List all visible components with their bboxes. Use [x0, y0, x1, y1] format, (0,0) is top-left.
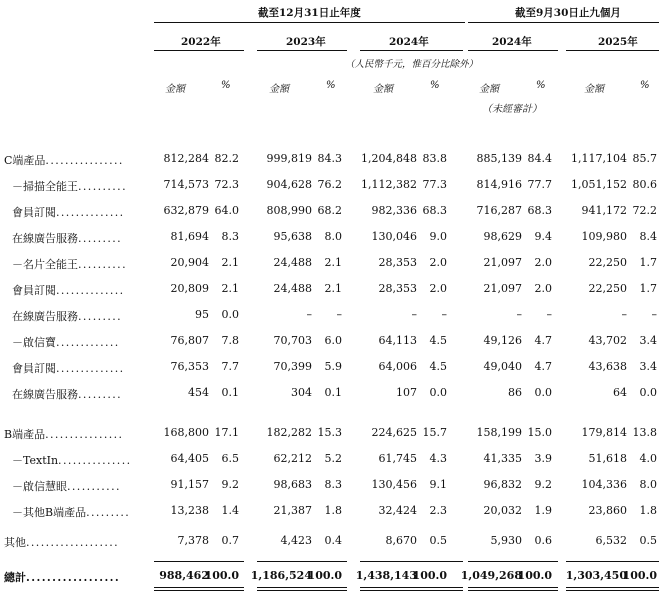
percent-cell: – [441, 308, 447, 321]
percent-cell: 8.0 [324, 230, 342, 243]
total-rule-top-2024 [360, 561, 463, 562]
amount-cell: 91,157 [170, 478, 209, 491]
percent-cell: 64.0 [214, 204, 239, 217]
percent-cell: 1.8 [639, 504, 657, 517]
row-label [12, 282, 125, 298]
col-pct-2024-nine: % [536, 80, 546, 91]
percent-cell: 100.0 [307, 569, 342, 582]
amount-cell: 28,353 [378, 256, 417, 269]
amount-cell: 904,628 [266, 178, 312, 191]
amount-cell: 70,703 [273, 334, 312, 347]
amount-cell: 32,424 [378, 504, 417, 517]
percent-cell: 84.4 [527, 152, 552, 165]
percent-cell: – [651, 308, 657, 321]
percent-cell: 1.8 [324, 504, 342, 517]
percent-cell: 4.5 [429, 360, 447, 373]
percent-cell: 0.0 [639, 386, 657, 399]
percent-cell: 15.7 [422, 426, 447, 439]
total-rule-bottom-a-2024 [360, 587, 463, 588]
amount-cell: 21,097 [483, 282, 522, 295]
row-leader-dots: ............... [58, 454, 132, 467]
year-2022: 2022年 [181, 36, 221, 48]
amount-cell: 21,097 [483, 256, 522, 269]
row-leader-dots: .............. [56, 284, 125, 297]
total-rule-bottom-a-2022 [154, 587, 244, 588]
percent-cell: 100.0 [204, 569, 239, 582]
unaudited-note: （未經審計） [482, 104, 542, 115]
percent-cell: 72.3 [214, 178, 239, 191]
amount-cell: 13,238 [170, 504, 209, 517]
amount-cell: 130,046 [371, 230, 417, 243]
amount-cell: 24,488 [273, 282, 312, 295]
percent-cell: 0.0 [221, 308, 239, 321]
unit-note: （人民幣千元，惟百分比除外） [345, 59, 479, 70]
amount-cell: 70,399 [273, 360, 312, 373]
percent-cell: 2.3 [429, 504, 447, 517]
row-label [4, 534, 119, 550]
percent-cell: 72.2 [632, 204, 657, 217]
percent-cell: 1.7 [639, 282, 657, 295]
amount-cell: 1,204,848 [361, 152, 417, 165]
amount-cell: 941,172 [581, 204, 627, 217]
total-rule-bottom-b-2024 [360, 590, 463, 591]
percent-cell: 2.1 [221, 256, 239, 269]
amount-cell: 454 [188, 386, 209, 399]
percent-cell: 2.1 [324, 256, 342, 269]
amount-cell: 43,638 [588, 360, 627, 373]
percent-cell: 2.0 [534, 282, 552, 295]
amount-cell: 714,573 [163, 178, 209, 191]
amount-cell: 22,250 [588, 282, 627, 295]
percent-cell: 4.3 [429, 452, 447, 465]
amount-cell: – [621, 308, 627, 321]
percent-cell: 0.7 [221, 534, 239, 547]
row-label [4, 152, 124, 168]
row-label [12, 386, 122, 402]
total-rule-top-2023 [257, 561, 347, 562]
row-label [12, 334, 120, 350]
percent-cell: 3.4 [639, 360, 657, 373]
row-label [4, 569, 120, 585]
row-label-text: 其他 [4, 536, 26, 549]
amount-cell: 21,387 [273, 504, 312, 517]
amount-cell: 86 [508, 386, 522, 399]
total-rule-top-2024-nine [468, 561, 558, 562]
amount-cell: 20,809 [170, 282, 209, 295]
percent-cell: 0.0 [429, 386, 447, 399]
percent-cell: – [546, 308, 552, 321]
row-label-text: 會員訂閱 [12, 284, 56, 297]
amount-cell: 64,006 [378, 360, 417, 373]
percent-cell: 0.1 [324, 386, 342, 399]
amount-cell: 76,807 [170, 334, 209, 347]
amount-cell: 20,904 [170, 256, 209, 269]
percent-cell: 2.1 [221, 282, 239, 295]
row-label [12, 178, 127, 194]
percent-cell: 4.7 [534, 334, 552, 347]
row-label-text: －啟信慧眼 [12, 480, 67, 493]
amount-cell: 96,832 [483, 478, 522, 491]
percent-cell: 83.8 [422, 152, 447, 165]
row-label [12, 230, 122, 246]
percent-cell: 4.7 [534, 360, 552, 373]
percent-cell: 0.0 [534, 386, 552, 399]
row-leader-dots: ................... [26, 536, 120, 549]
percent-cell: 84.3 [317, 152, 342, 165]
row-leader-dots: ......... [78, 310, 123, 323]
percent-cell: 9.0 [429, 230, 447, 243]
percent-cell: 68.3 [422, 204, 447, 217]
percent-cell: 9.1 [429, 478, 447, 491]
header-group-year: 截至12月31日止年度 [258, 7, 361, 19]
amount-cell: 104,336 [581, 478, 627, 491]
row-label [12, 478, 121, 494]
percent-cell: 68.3 [527, 204, 552, 217]
year-rule-2024-nine [468, 50, 558, 51]
percent-cell: 6.0 [324, 334, 342, 347]
row-label-text: C端產品 [4, 154, 46, 167]
year-rule-2025-nine [566, 50, 659, 51]
row-label-text: B端產品 [4, 428, 46, 441]
amount-cell: 41,335 [483, 452, 522, 465]
row-leader-dots: ................ [45, 428, 124, 441]
total-rule-bottom-a-2023 [257, 587, 347, 588]
amount-cell: 49,040 [483, 360, 522, 373]
amount-cell: 158,199 [476, 426, 522, 439]
header-group-nine-months: 截至9月30日止九個月 [515, 7, 621, 19]
year-rule-2022 [154, 50, 244, 51]
row-leader-dots: ............. [56, 336, 120, 349]
row-label [4, 426, 123, 442]
amount-cell: 716,287 [476, 204, 522, 217]
group-rule-year [154, 22, 465, 23]
amount-cell: 51,618 [588, 452, 627, 465]
year-2025-nine: 2025年 [598, 36, 638, 48]
percent-cell: 100.0 [412, 569, 447, 582]
percent-cell: – [336, 308, 342, 321]
amount-cell: 43,702 [588, 334, 627, 347]
percent-cell: 80.6 [632, 178, 657, 191]
amount-cell: 999,819 [266, 152, 312, 165]
percent-cell: 3.9 [534, 452, 552, 465]
row-label-text: 在線廣告服務 [12, 388, 78, 401]
amount-cell: 76,353 [170, 360, 209, 373]
row-label-text: －TextIn [12, 454, 59, 467]
amount-cell: 988,462 [159, 569, 209, 582]
row-leader-dots: .......... [78, 258, 127, 271]
percent-cell: 82.2 [214, 152, 239, 165]
percent-cell: 68.2 [317, 204, 342, 217]
percent-cell: 0.1 [221, 386, 239, 399]
year-2023: 2023年 [286, 36, 326, 48]
row-leader-dots: ......... [78, 388, 123, 401]
amount-cell: 8,670 [385, 534, 417, 547]
percent-cell: 1.7 [639, 256, 657, 269]
percent-cell: 2.0 [429, 256, 447, 269]
year-rule-2024 [360, 50, 463, 51]
percent-cell: 2.1 [324, 282, 342, 295]
amount-cell: 95 [195, 308, 209, 321]
percent-cell: 8.3 [221, 230, 239, 243]
amount-cell: – [516, 308, 522, 321]
amount-cell: 62,212 [273, 452, 312, 465]
total-rule-bottom-a-2024-nine [468, 587, 558, 588]
group-rule-nine [468, 22, 659, 23]
col-pct-2023: % [326, 80, 336, 91]
amount-cell: 224,625 [371, 426, 417, 439]
amount-cell: 1,117,104 [571, 152, 627, 165]
total-rule-bottom-b-2025-nine [566, 590, 659, 591]
percent-cell: 2.0 [534, 256, 552, 269]
amount-cell: – [411, 308, 417, 321]
percent-cell: 13.8 [632, 426, 657, 439]
percent-cell: 5.9 [324, 360, 342, 373]
amount-cell: 304 [291, 386, 312, 399]
col-pct-2024: % [430, 80, 440, 91]
percent-cell: 9.2 [534, 478, 552, 491]
percent-cell: 6.5 [221, 452, 239, 465]
amount-cell: 812,284 [163, 152, 209, 165]
percent-cell: 15.3 [317, 426, 342, 439]
amount-cell: 179,814 [581, 426, 627, 439]
amount-cell: 1,438,143 [355, 569, 417, 582]
row-leader-dots: .................. [26, 571, 121, 584]
amount-cell: 1,303,450 [565, 569, 627, 582]
col-amount-2022: 金額 [165, 84, 185, 95]
total-rule-top-2025-nine [566, 561, 659, 562]
row-leader-dots: ........... [67, 480, 121, 493]
amount-cell: 20,032 [483, 504, 522, 517]
amount-cell: 98,683 [273, 478, 312, 491]
amount-cell: – [306, 308, 312, 321]
percent-cell: 17.1 [214, 426, 239, 439]
total-rule-bottom-b-2022 [154, 590, 244, 591]
row-label-text: 在線廣告服務 [12, 310, 78, 323]
amount-cell: 1,112,382 [361, 178, 417, 191]
col-amount-2024-nine: 金額 [479, 84, 499, 95]
percent-cell: 5.2 [324, 452, 342, 465]
percent-cell: 9.2 [221, 478, 239, 491]
amount-cell: 107 [396, 386, 417, 399]
amount-cell: 49,126 [483, 334, 522, 347]
year-rule-2023 [257, 50, 347, 51]
amount-cell: 24,488 [273, 256, 312, 269]
col-amount-2023: 金額 [269, 84, 289, 95]
percent-cell: 7.7 [221, 360, 239, 373]
percent-cell: 1.9 [534, 504, 552, 517]
row-label-text: 會員訂閱 [12, 362, 56, 375]
year-2024-nine: 2024年 [492, 36, 532, 48]
row-leader-dots: ................ [45, 154, 124, 167]
amount-cell: 81,694 [170, 230, 209, 243]
amount-cell: 23,860 [588, 504, 627, 517]
amount-cell: 95,638 [273, 230, 312, 243]
row-label [12, 256, 127, 272]
row-label [12, 452, 132, 468]
percent-cell: 100.0 [622, 569, 657, 582]
percent-cell: 76.2 [317, 178, 342, 191]
amount-cell: 182,282 [266, 426, 312, 439]
amount-cell: 98,629 [483, 230, 522, 243]
col-amount-2024: 金額 [373, 84, 393, 95]
amount-cell: 22,250 [588, 256, 627, 269]
amount-cell: 130,456 [371, 478, 417, 491]
amount-cell: 632,879 [163, 204, 209, 217]
percent-cell: 7.8 [221, 334, 239, 347]
amount-cell: 6,532 [595, 534, 627, 547]
row-label-text: 會員訂閱 [12, 206, 56, 219]
total-rule-top-2022 [154, 561, 244, 562]
percent-cell: 100.0 [517, 569, 552, 582]
amount-cell: 5,930 [490, 534, 522, 547]
amount-cell: 1,186,524 [250, 569, 312, 582]
amount-cell: 814,916 [476, 178, 522, 191]
total-rule-bottom-b-2023 [257, 590, 347, 591]
row-label-text: －其他B端產品 [12, 506, 87, 519]
percent-cell: 15.0 [527, 426, 552, 439]
row-leader-dots: ......... [86, 506, 131, 519]
amount-cell: 4,423 [280, 534, 312, 547]
col-amount-2025-nine: 金額 [584, 84, 604, 95]
amount-cell: 982,336 [371, 204, 417, 217]
percent-cell: 8.3 [324, 478, 342, 491]
row-label [12, 308, 122, 324]
amount-cell: 885,139 [476, 152, 522, 165]
amount-cell: 168,800 [163, 426, 209, 439]
total-rule-bottom-b-2024-nine [468, 590, 558, 591]
amount-cell: 109,980 [581, 230, 627, 243]
row-label [12, 504, 130, 520]
percent-cell: 77.7 [527, 178, 552, 191]
year-2024: 2024年 [389, 36, 429, 48]
percent-cell: 4.5 [429, 334, 447, 347]
row-label-text: －啟信寶 [12, 336, 56, 349]
percent-cell: 1.4 [221, 504, 239, 517]
percent-cell: 9.4 [534, 230, 552, 243]
amount-cell: 1,049,268 [460, 569, 522, 582]
row-label-text: －掃描全能王 [12, 180, 78, 193]
row-leader-dots: .......... [78, 180, 127, 193]
amount-cell: 808,990 [266, 204, 312, 217]
row-label-text: 總計 [4, 571, 26, 584]
row-leader-dots: ......... [78, 232, 123, 245]
percent-cell: 0.5 [429, 534, 447, 547]
percent-cell: 8.4 [639, 230, 657, 243]
percent-cell: 0.6 [534, 534, 552, 547]
percent-cell: 8.0 [639, 478, 657, 491]
row-label-text: －名片全能王 [12, 258, 78, 271]
row-label-text: 在線廣告服務 [12, 232, 78, 245]
amount-cell: 1,051,152 [571, 178, 627, 191]
amount-cell: 61,745 [378, 452, 417, 465]
percent-cell: 0.5 [639, 534, 657, 547]
row-label [12, 360, 125, 376]
row-leader-dots: .............. [56, 362, 125, 375]
percent-cell: 4.0 [639, 452, 657, 465]
percent-cell: 77.3 [422, 178, 447, 191]
col-pct-2022: % [221, 80, 231, 91]
row-leader-dots: .............. [56, 206, 125, 219]
percent-cell: 2.0 [429, 282, 447, 295]
percent-cell: 3.4 [639, 334, 657, 347]
row-label [12, 204, 125, 220]
total-rule-bottom-a-2025-nine [566, 587, 659, 588]
percent-cell: 85.7 [632, 152, 657, 165]
percent-cell: 0.4 [324, 534, 342, 547]
amount-cell: 7,378 [177, 534, 209, 547]
amount-cell: 28,353 [378, 282, 417, 295]
amount-cell: 64 [613, 386, 627, 399]
col-pct-2025-nine: % [640, 80, 650, 91]
amount-cell: 64,405 [170, 452, 209, 465]
amount-cell: 64,113 [378, 334, 417, 347]
